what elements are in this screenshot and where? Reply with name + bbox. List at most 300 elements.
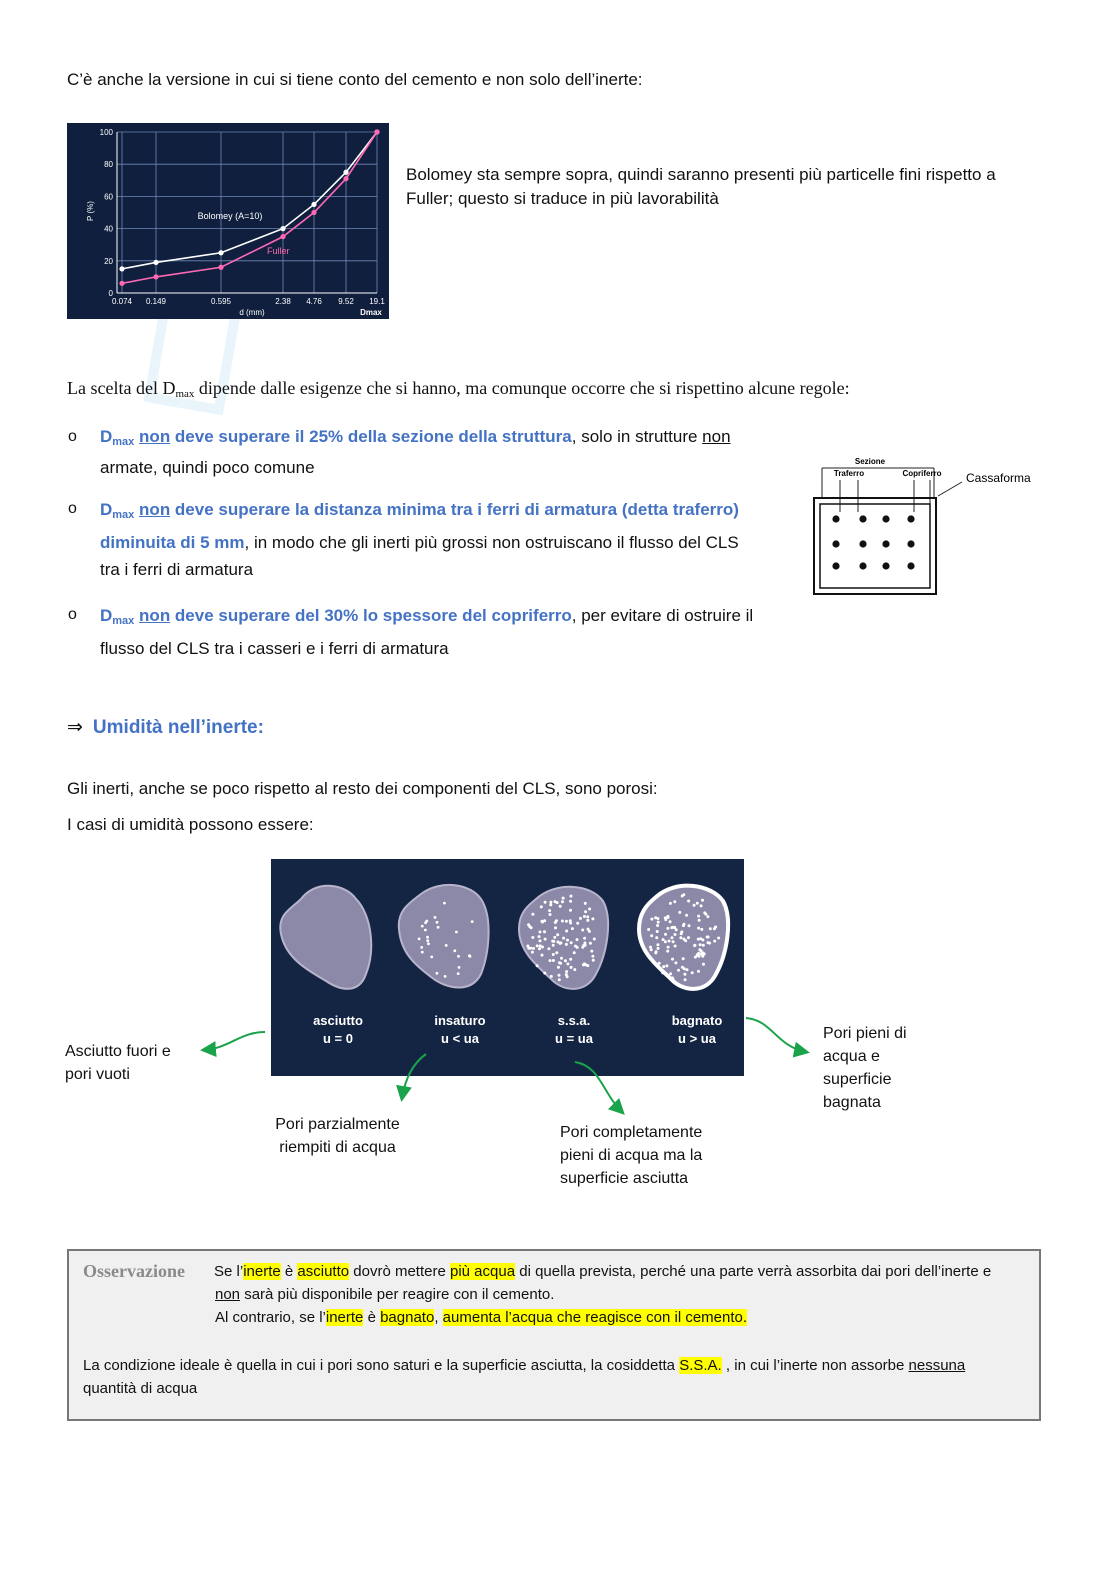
dots-3-pore-95: [697, 938, 700, 941]
caption-ssa-2: pieni di acqua ma la: [560, 1147, 703, 1164]
series-label-bolomey: Bolomey (A=10): [197, 211, 263, 221]
label-sezione: Sezione: [854, 457, 886, 466]
dots-2-pore-66: [549, 913, 552, 916]
rule-1: [100, 424, 731, 481]
obs-l3-h2: bagnato: [380, 1309, 435, 1326]
dots-3-pore-84: [674, 945, 677, 948]
dots-2-pore-0: [573, 951, 576, 954]
series-1-point-2: [218, 265, 223, 270]
dots-2-pore-69: [584, 910, 587, 913]
caption-wet-3: superficie: [823, 1071, 892, 1088]
dots-1-pore-14: [421, 951, 424, 954]
dots-3-pore-14: [698, 919, 701, 922]
obs-l4-a: La condizione ideale è quella in cui i pori sono saturi e la superficie asciutta, la cosiddetta: [83, 1357, 680, 1374]
dots-2-pore-5: [538, 947, 541, 950]
rule-2-bold1: deve superare la distanza minima tra i ferri di armatura (detta traferro): [170, 500, 739, 519]
series-0-point-5: [343, 170, 348, 175]
x-tick-6: 19.1: [369, 297, 385, 306]
dots-3-pore-81: [657, 921, 660, 924]
rule-2-bold2: diminuita di 5 mm: [100, 533, 245, 552]
dots-2-pore-104: [582, 963, 585, 966]
obs-l3-b: è: [363, 1309, 381, 1326]
dots-3-pore-96: [672, 978, 675, 981]
obs-l1-b: è: [280, 1263, 298, 1280]
series-1-point-5: [343, 176, 348, 181]
dots-3-pore-18: [693, 904, 696, 907]
dots-3-pore-79: [658, 962, 661, 965]
label-traferro: Traferro: [833, 469, 865, 478]
x-tick-1: 0.149: [145, 297, 167, 306]
dots-1-pore-12: [457, 955, 460, 958]
series-0-point-1: [153, 260, 158, 265]
rebar-dot-1-1: [859, 540, 866, 547]
dots-2-pore-17: [549, 901, 552, 904]
series-1-point-0: [119, 281, 124, 286]
dots-2-pore-82: [569, 919, 572, 922]
dots-2-pore-19: [583, 937, 586, 940]
dots-1-pore-8: [436, 921, 439, 924]
dots-2-pore-108: [586, 919, 589, 922]
state-2-name: insaturo: [434, 1013, 486, 1028]
dots-2-pore-103: [576, 946, 579, 949]
chart-background: [67, 123, 389, 319]
dots-3-pore-71: [713, 940, 716, 943]
dots-2-pore-40: [554, 926, 557, 929]
observation-title: Osservazione: [83, 1261, 185, 1281]
obs-l1-d: di quella prevista, perché una parte verrà assorbita dai pori dell’inerte e: [515, 1263, 992, 1280]
caption-wet-1: Pori pieni di: [823, 1025, 907, 1042]
series-1-point-4: [311, 210, 316, 215]
dots-1-pore-20: [430, 956, 433, 959]
rule-2-non: non: [139, 500, 171, 519]
dots-3-pore-75: [697, 927, 700, 930]
dots-1-pore-1: [453, 949, 456, 952]
series-1-point-6: [374, 129, 379, 134]
label-cassaforma: Cassaforma: [966, 471, 1031, 485]
dmax-intro-b: dipende dalle esigenze che si hanno, ma comunque occorre che si rispettino alcune regole:: [194, 378, 850, 398]
dots-2-pore-25: [576, 922, 579, 925]
dots-1-pore-22: [444, 975, 447, 978]
dots-3-pore-7: [656, 930, 659, 933]
caption-wet-4: bagnata: [823, 1094, 881, 1111]
dots-3-pore-17: [661, 971, 664, 974]
chart-note: Bolomey sta sempre sopra, quindi saranno presenti più particelle fini rispetto a Fuller; questo si traduce in più lavorabilità: [406, 165, 996, 208]
dots-2-pore-71: [526, 945, 529, 948]
dots-2-pore-107: [555, 951, 558, 954]
dots-2-pore-95: [565, 930, 568, 933]
caption-ssa: [560, 1121, 702, 1190]
obs-l1-h3: più acqua: [450, 1263, 516, 1280]
dots-3-pore-57: [685, 914, 688, 917]
dots-3-pore-13: [672, 940, 675, 943]
dots-3-pore-4: [656, 924, 659, 927]
dots-3-pore-12: [650, 948, 653, 951]
state-4-cond: u > ua: [678, 1031, 716, 1046]
dots-2-pore-16: [566, 962, 569, 965]
dots-2-pore-62: [527, 923, 530, 926]
dots-1-pore-16: [457, 972, 460, 975]
rule-2-d: D: [100, 500, 113, 519]
dots-2-pore-10: [558, 974, 561, 977]
para-2: I casi di umidità possono essere:: [67, 815, 314, 834]
y-tick-3: 60: [104, 192, 113, 202]
y-tick-0: 0: [108, 289, 113, 298]
obs-line-3: [215, 1306, 747, 1329]
dots-3-pore-91: [688, 924, 691, 927]
y-tick-1: 20: [104, 256, 113, 266]
dots-3-pore-1: [702, 963, 705, 966]
dots-3-pore-101: [703, 953, 706, 956]
dots-3-pore-70: [657, 947, 660, 950]
dots-1-pore-24: [425, 920, 428, 923]
dots-3-pore-59: [649, 946, 652, 949]
dots-3-pore-10: [657, 965, 660, 968]
state-3-cond: u = ua: [555, 1031, 593, 1046]
obs-l3-h1: inerte: [325, 1309, 364, 1326]
dots-2-pore-91: [571, 927, 574, 930]
dots-1-pore-10: [445, 944, 448, 947]
dots-2-pore-61: [570, 895, 573, 898]
dots-2-pore-74: [570, 966, 573, 969]
rule-2-rest1: , in modo che gli inerti più grossi non ostruiscano il flusso del CLS: [244, 533, 739, 552]
dots-3-pore-87: [669, 920, 672, 923]
dots-2-pore-35: [557, 966, 560, 969]
dots-2-pore-18: [558, 978, 561, 981]
dots-3-pore-102: [708, 942, 711, 945]
dots-2-pore-83: [549, 959, 552, 962]
dots-2-pore-9: [561, 920, 564, 923]
obs-l4-h: S.S.A.: [679, 1357, 722, 1374]
dots-2-pore-44: [532, 947, 535, 950]
dots-2-pore-54: [539, 931, 542, 934]
dots-2-pore-98: [559, 905, 562, 908]
heading-text: Umidità nell’inerte:: [92, 717, 264, 738]
dots-2-pore-38: [565, 920, 568, 923]
dots-2-pore-46: [556, 901, 559, 904]
section-heading: [67, 716, 264, 739]
dots-3-pore-104: [700, 928, 703, 931]
bullet-3: o: [68, 606, 77, 623]
state-2-cond: u < ua: [441, 1031, 479, 1046]
arrow-unsaturated: [402, 1054, 426, 1098]
dots-1-pore-18: [424, 929, 427, 932]
dots-2-pore-50: [569, 958, 572, 961]
obs-l1-a: Se l’: [214, 1263, 244, 1280]
rebar-dot-1-2: [882, 540, 889, 547]
dots-1-pore-15: [434, 916, 437, 919]
series-0-point-0: [119, 266, 124, 271]
rule-2-rest2: tra i ferri di armatura: [100, 560, 254, 579]
dots-3-pore-106: [680, 930, 683, 933]
dots-3-pore-45: [655, 936, 658, 939]
rebar-dot-2-1: [859, 562, 866, 569]
dots-3-pore-25: [671, 936, 674, 939]
dots-2-pore-51: [589, 942, 592, 945]
dots-2-pore-90: [536, 944, 539, 947]
dots-2-pore-4: [581, 929, 584, 932]
dots-3-pore-77: [706, 915, 709, 918]
dots-2-pore-102: [569, 909, 572, 912]
dots-3-pore-33: [701, 899, 704, 902]
dots-2-pore-73: [555, 919, 558, 922]
dots-2-pore-42: [539, 939, 542, 942]
dots-3-pore-61: [667, 946, 670, 949]
dots-3-pore-55: [662, 965, 665, 968]
dots-3-pore-52: [669, 972, 672, 975]
dots-2-pore-23: [541, 920, 544, 923]
dots-3-pore-105: [703, 911, 706, 914]
dots-2-pore-63: [540, 905, 543, 908]
dots-3-pore-53: [656, 943, 659, 946]
state-1-cond: u = 0: [323, 1031, 353, 1046]
x-tick-2: 0.595: [210, 297, 232, 306]
dots-3-pore-85: [664, 933, 667, 936]
dots-3-pore-108: [650, 934, 653, 937]
dots-3-pore-58: [664, 916, 667, 919]
y-axis-label: P (%): [86, 201, 95, 221]
dots-3-pore-35: [650, 918, 653, 921]
dots-2-pore-8: [560, 957, 563, 960]
dots-2-pore-56: [548, 909, 551, 912]
series-0-point-2: [218, 250, 223, 255]
x-tick-4: 4.76: [306, 297, 322, 306]
dots-3-pore-67: [706, 936, 709, 939]
rebar-dot-2-3: [907, 562, 914, 569]
rule-2-sub: max: [112, 509, 135, 521]
rebar-dot-0-3: [907, 515, 914, 522]
rule-3-non: non: [139, 606, 171, 625]
caption-unsaturated: [270, 1113, 405, 1159]
x-axis-label: d (mm): [239, 308, 265, 317]
dots-3-pore-98: [686, 968, 689, 971]
dots-3-pore-73: [683, 923, 686, 926]
dots-2-pore-78: [573, 968, 576, 971]
dots-2-pore-67: [562, 897, 565, 900]
dots-3-pore-27: [679, 936, 682, 939]
dots-3-pore-62: [687, 900, 690, 903]
heading-arrow: ⇒: [67, 717, 83, 738]
dots-3-pore-20: [668, 940, 671, 943]
x-tick-0: 0.074: [111, 297, 133, 306]
dmax-intro: [67, 378, 850, 400]
dots-2-pore-99: [565, 970, 568, 973]
caption-ssa-3: superficie asciutta: [560, 1170, 689, 1187]
state-1-name: asciutto: [313, 1013, 363, 1028]
obs-l1-h2: asciutto: [297, 1263, 350, 1280]
dots-3-pore-46: [647, 928, 650, 931]
dots-3-pore-68: [678, 911, 681, 914]
dots-3-pore-107: [696, 954, 699, 957]
series-1-point-3: [280, 234, 285, 239]
observation-box: [67, 1249, 1041, 1421]
dots-2-pore-30: [565, 943, 568, 946]
dots-2-pore-26: [576, 938, 579, 941]
dots-3-pore-100: [681, 966, 684, 969]
dots-3-pore-93: [681, 895, 684, 898]
caption-dry-1: Asciutto fuori e: [65, 1043, 171, 1060]
obs-line-5: quantità di acqua: [83, 1380, 198, 1397]
dots-3-pore-103: [673, 900, 676, 903]
dots-2-pore-92: [547, 947, 550, 950]
dots-1-pore-13: [455, 931, 458, 934]
dots-3-pore-97: [687, 936, 690, 939]
dots-3-pore-15: [682, 957, 685, 960]
rule-2: [100, 496, 739, 583]
dots-3-pore-80: [697, 970, 700, 973]
dmax-intro-sub: max: [175, 388, 195, 400]
rule-3-rest2: flusso del CLS tra i casseri e i ferri di armatura: [100, 639, 449, 658]
dots-2-pore-76: [587, 928, 590, 931]
x-axis-label-dmax: Dmax: [360, 308, 382, 317]
dots-3-pore-6: [696, 902, 699, 905]
obs-l3-h3: aumenta l’acqua che reagisce con il cemento.: [442, 1309, 748, 1326]
dots-3-pore-82: [665, 964, 668, 967]
rule-1-non: non: [139, 427, 171, 446]
dots-3-pore-89: [683, 973, 686, 976]
obs-line-1: [214, 1260, 991, 1283]
dots-2-pore-3: [549, 903, 552, 906]
dots-3-pore-99: [672, 926, 675, 929]
dots-2-pore-31: [566, 939, 569, 942]
rebar-dot-2-2: [882, 562, 889, 569]
dots-2-pore-68: [538, 935, 541, 938]
dots-2-pore-79: [565, 973, 568, 976]
dots-2-pore-77: [583, 942, 586, 945]
caption-wet-2: acqua e: [823, 1048, 880, 1065]
rebar-dot-0-0: [832, 515, 839, 522]
series-0-point-3: [280, 226, 285, 231]
dots-3-pore-74: [713, 927, 716, 930]
grading-curve-chart: [67, 123, 389, 319]
state-4-name: bagnato: [671, 1013, 723, 1028]
dots-3-pore-44: [699, 943, 702, 946]
dots-2-pore-106: [558, 961, 561, 964]
dots-3-pore-92: [684, 939, 687, 942]
x-tick-3: 2.38: [275, 297, 291, 306]
dots-2-pore-109: [569, 900, 572, 903]
rule-3: [100, 602, 753, 662]
dots-3-pore-90: [666, 915, 669, 918]
dots-2-pore-86: [544, 938, 547, 941]
dots-2-pore-48: [591, 955, 594, 958]
dots-2-pore-81: [543, 919, 546, 922]
dots-3-pore-2: [709, 927, 712, 930]
rebar-dot-0-2: [882, 515, 889, 522]
dots-2-pore-43: [593, 938, 596, 941]
dots-2-pore-89: [590, 950, 593, 953]
caption-arrows: [190, 1010, 830, 1120]
dots-3-pore-76: [674, 961, 677, 964]
dots-2-pore-59: [579, 917, 582, 920]
dots-2-pore-14: [556, 933, 559, 936]
dots-2-pore-87: [541, 954, 544, 957]
dots-2-pore-49: [570, 941, 573, 944]
rule-3-sub: max: [112, 615, 135, 627]
dots-3-pore-34: [700, 904, 703, 907]
dots-3-pore-88: [684, 978, 687, 981]
dots-3-pore-23: [666, 927, 669, 930]
dots-3-pore-86: [717, 937, 720, 940]
caption-ssa-1: Pori completamente: [560, 1124, 703, 1141]
dots-3-pore-41: [669, 902, 672, 905]
label-copriferro: Copriferro: [902, 469, 942, 478]
dots-2-pore-15: [552, 959, 555, 962]
dots-3-pore-3: [671, 958, 674, 961]
obs-line-2: [215, 1283, 554, 1306]
dots-3-pore-109: [654, 916, 657, 919]
dots-2-pore-55: [586, 964, 589, 967]
dots-3-pore-19: [674, 933, 677, 936]
caption-unsat-2: riempiti di acqua: [279, 1139, 396, 1156]
rebar-dot-0-1: [859, 515, 866, 522]
dots-1-pore-2: [420, 946, 423, 949]
obs-l2-b: sarà più disponibile per reagire con il cemento.: [240, 1286, 555, 1303]
obs-l4-b: , in cui l’inerte non assorbe: [721, 1357, 909, 1374]
rule-1-non2: non: [702, 427, 731, 446]
obs-l2-u: non: [215, 1286, 241, 1303]
section-diagram: [806, 452, 1046, 602]
arrow-dry: [204, 1032, 265, 1050]
dots-1-pore-6: [437, 926, 440, 929]
dots-3-pore-48: [693, 944, 696, 947]
obs-line-4: [83, 1354, 965, 1377]
dots-2-pore-6: [531, 951, 534, 954]
dots-2-pore-12: [591, 917, 594, 920]
dots-2-pore-34: [553, 936, 556, 939]
obs-l1-h1: inerte: [243, 1263, 281, 1280]
x-tick-5: 9.52: [338, 297, 354, 306]
dots-2-pore-101: [536, 964, 539, 967]
dots-2-pore-13: [561, 900, 564, 903]
obs-l3-c: ,: [434, 1309, 443, 1326]
dots-2-pore-97: [552, 953, 555, 956]
series-0-point-4: [311, 202, 316, 207]
dots-2-pore-52: [541, 946, 544, 949]
series-label-fuller: Fuller: [267, 246, 290, 256]
dots-1-pore-0: [418, 938, 421, 941]
dots-2-pore-39: [562, 937, 565, 940]
dots-2-pore-45: [543, 972, 546, 975]
dots-2-pore-105: [531, 913, 534, 916]
obs-l3-a: Al contrario, se l’: [215, 1309, 326, 1326]
obs-l1-c: dovrò mettere: [349, 1263, 450, 1280]
state-3-name: s.s.a.: [557, 1013, 591, 1028]
dots-3-pore-16: [702, 944, 705, 947]
dots-1-pore-21: [469, 955, 472, 958]
dots-1-pore-9: [421, 925, 424, 928]
y-tick-4: 80: [104, 160, 113, 170]
rule-1-d: D: [100, 427, 113, 446]
dots-2-pore-57: [586, 915, 589, 918]
dots-2-pore-84: [583, 915, 586, 918]
rebar-dot-1-3: [907, 540, 914, 547]
bullet-2: o: [68, 500, 77, 517]
arrow-wet: [746, 1018, 806, 1052]
dots-3-pore-78: [697, 915, 700, 918]
dots-3-pore-72: [654, 951, 657, 954]
dots-1-pore-23: [426, 939, 429, 942]
dots-1-pore-11: [471, 920, 474, 923]
y-tick-5: 100: [99, 128, 113, 137]
dots-3-pore-37: [675, 928, 678, 931]
rule-1-rest2: armate, quindi poco comune: [100, 458, 315, 477]
bullet-1: o: [68, 428, 77, 445]
dots-2-pore-11: [584, 902, 587, 905]
dots-2-pore-96: [543, 930, 546, 933]
rule-3-d: D: [100, 606, 113, 625]
caption-dry: [65, 1040, 171, 1086]
dots-2-pore-41: [552, 944, 555, 947]
